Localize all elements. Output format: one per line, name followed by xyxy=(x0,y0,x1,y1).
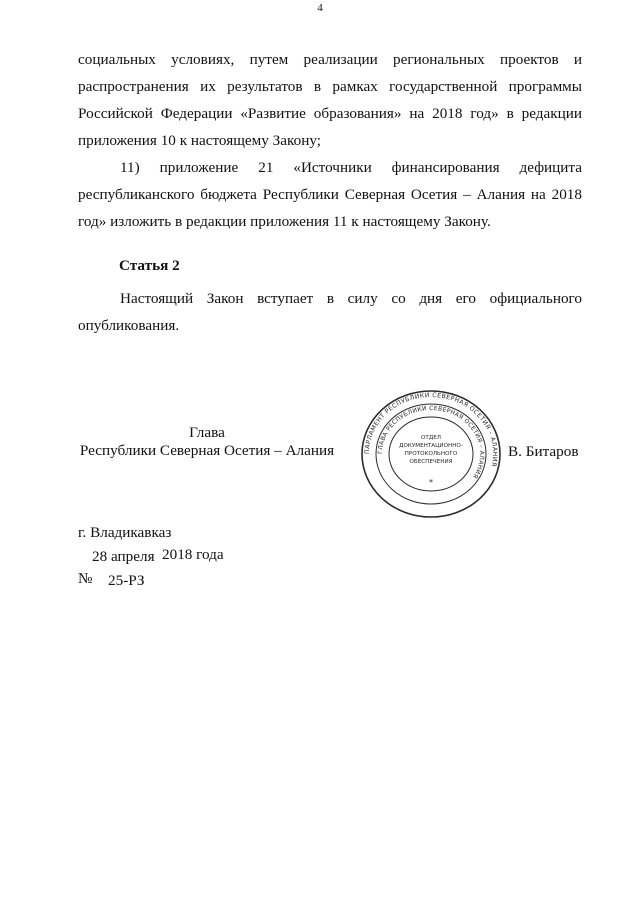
place: г. Владикавказ xyxy=(78,524,172,541)
seal-star-icon: * xyxy=(429,478,433,487)
text-line: опубликования. xyxy=(78,317,180,334)
clause-10-continuation xyxy=(78,46,582,154)
seal-outer-text: ПАРЛАМЕНТ РЕСПУБЛИКИ СЕВЕРНАЯ ОСЕТИЯ – АЛАНИЯ xyxy=(363,391,499,468)
page-number: 4 xyxy=(317,2,323,14)
date-year: 2018 года xyxy=(162,546,224,563)
clause-11 xyxy=(78,154,582,235)
seal-center-line: ОБЕСПЕЧЕНИЯ xyxy=(409,459,453,465)
seal-center-line: ДОКУМЕНТАЦИОННО- xyxy=(399,443,463,449)
text-line: Настоящий Закон вступает в силу со дня его официального xyxy=(120,290,582,307)
text-line: приложения 10 к настоящему Закону; xyxy=(78,132,321,149)
signature-position-line2: Республики Северная Осетия – Алания xyxy=(79,442,335,459)
text-line: Российской Федерации «Развитие образования» на 2018 год» в редакции xyxy=(78,105,582,122)
signatory-name: В. Битаров xyxy=(508,443,579,460)
article-2-title: Статья 2 xyxy=(119,257,180,274)
text-line: распространения их результатов в рамках государственной программы xyxy=(78,78,582,95)
seal-inner-text: ГЛАВА РЕСПУБЛИКИ СЕВЕРНАЯ ОСЕТИЯ – АЛАНИЯ xyxy=(376,404,486,480)
article-2-text xyxy=(78,285,582,339)
text-line: 11) приложение 21 «Источники финансирования дефицита xyxy=(120,159,582,176)
text-line: год» изложить в редакции приложения 11 к настоящему Закону. xyxy=(78,213,491,230)
signature-position xyxy=(78,424,336,460)
date-day-month: 28 апреля xyxy=(92,548,155,565)
law-number: 25-РЗ xyxy=(108,572,145,589)
number-sign: № xyxy=(78,570,93,587)
text-line: социальных условиях, путем реализации региональных проектов и xyxy=(78,51,582,68)
signature-position-line1: Глава xyxy=(189,424,225,441)
official-seal xyxy=(360,389,502,519)
seal-center-line: ПРОТОКОЛЬНОГО xyxy=(404,451,458,457)
seal-center-line: ОТДЕЛ xyxy=(421,435,441,441)
text-line: республиканского бюджета Республики Северная Осетия – Алания на 2018 xyxy=(78,186,582,203)
